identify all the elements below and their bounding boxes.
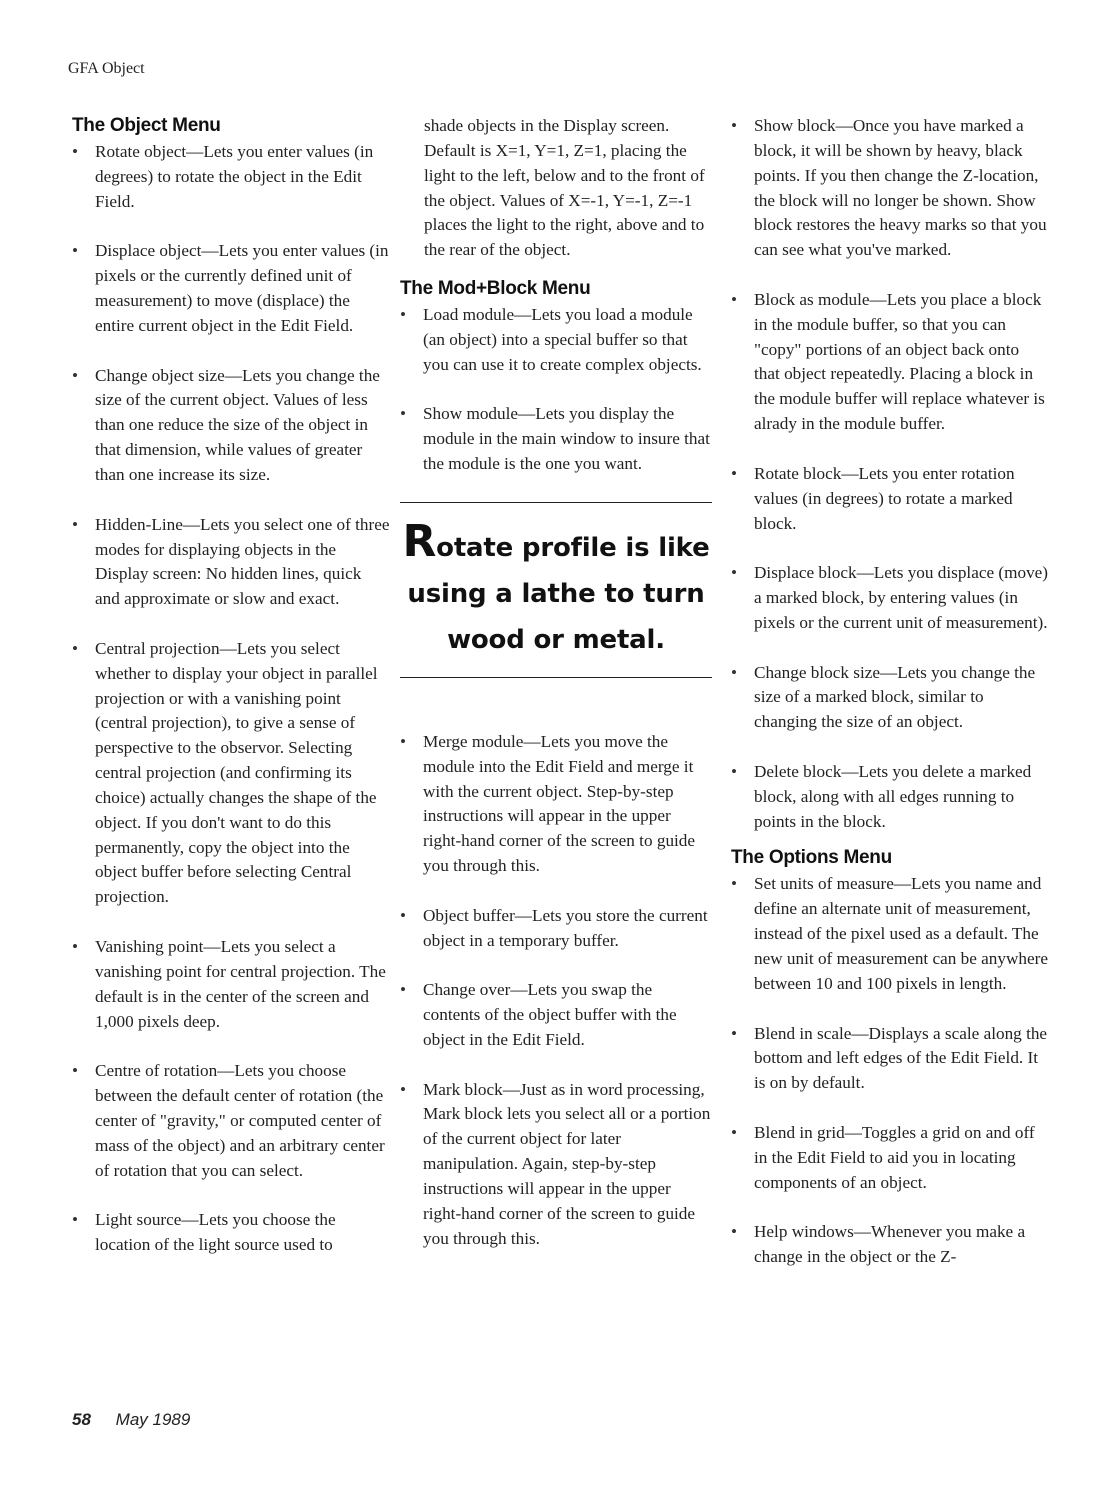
list-item: • Blend in grid—Toggles a grid on and off in the Edit Field to aid you in locating components of an object. (731, 1121, 1049, 1196)
page-footer (72, 1410, 190, 1430)
list-item: • Centre of rotation—Lets you choose between the default center of rotation (the center of "gravity," or computed center of mass of the object) and an arbitrary center of rotation that you can select. (72, 1059, 390, 1183)
options-menu-list (731, 872, 1049, 1270)
list-item: • Delete block—Lets you delete a marked block, along with all edges running to points in the block. (731, 760, 1049, 835)
list-item: • Central projection—Lets you select whether to display your object in parallel projection or with a vanishing point (central projection), to give a sense of perspective to the observor. Selecting central projection (and confirming its choice) actually changes the shape of the object. If you don't want to do this permanently, copy the object into the object buffer before selecting Central projection. (72, 637, 390, 910)
list-item: • Hidden-Line—Lets you select one of three modes for displaying objects in the Display screen: No hidden lines, quick and approximate or slow and exact. (72, 513, 390, 612)
section-heading-options-menu: The Options Menu (731, 847, 892, 869)
mod-block-menu-list (400, 303, 712, 477)
list-item: • Vanishing point—Lets you select a vanishing point for central projection. The default is in the center of the screen and 1,000 pixels deep. (72, 935, 390, 1034)
list-item: • Block as module—Lets you place a block in the module buffer, so that you can "copy" portions of an object back onto that object repeatedly. Placing a block in the module buffer will replace whatever is alrady in the module buffer. (731, 288, 1049, 437)
object-menu-list (72, 140, 390, 1258)
column-3 (731, 114, 1049, 1295)
list-item: • Mark block—Just as in word processing, Mark block lets you select all or a portion of the current object for later manipulation. Again, step-by-step instructions will appear in the upper right-hand corner of the screen to guide you through this. (400, 1078, 712, 1252)
page-number: 58 (72, 1410, 91, 1429)
section-heading-object-menu: The Object Menu (72, 115, 221, 136)
column-2 (400, 114, 712, 1276)
list-item: • Rotate object—Lets you enter values (in degrees) to rotate the object in the Edit Field. (72, 140, 390, 215)
column-1 (72, 114, 390, 1283)
section-heading-mod-block-menu: The Mod+Block Menu (400, 278, 591, 300)
list-item: • Displace block—Lets you displace (move) a marked block, by entering values (in pixels or the current unit of measurement). (731, 561, 1049, 636)
list-item: • Change object size—Lets you change the size of the current object. Values of less than one reduce the size of the object in that dimension, while values of greater than one increase its size. (72, 364, 390, 488)
list-item: • Rotate block—Lets you enter rotation values (in degrees) to rotate a marked block. (731, 462, 1049, 537)
list-item: • Help windows—Whenever you make a change in the object or the Z- (731, 1220, 1049, 1270)
list-item: • Displace object—Lets you enter values (in pixels or the currently defined unit of measurement) to move (displace) the entire current object in the Edit Field. (72, 239, 390, 338)
pull-quote (400, 502, 712, 678)
list-item: • Object buffer—Lets you store the current object in a temporary buffer. (400, 904, 712, 954)
list-item: • Set units of measure—Lets you name and define an alternate unit of measurement, instead of the pixel used as a default. The new unit of measurement can be anywhere between 10 and 100 pixels in length. (731, 872, 1049, 996)
pull-quote-text: otate profile is like using a lathe to turn wood or metal. (407, 532, 710, 655)
list-item: • Merge module—Lets you move the module into the Edit Field and merge it with the current object. Step-by-step instructions will appear in the upper right-hand corner of the screen to guide you through this. (400, 730, 712, 879)
running-head: GFA Object (68, 60, 145, 77)
list-item: • Change block size—Lets you change the size of a marked block, similar to changing the size of an object. (731, 661, 1049, 736)
list-item: • Light source—Lets you choose the location of the light source used to (72, 1208, 390, 1258)
continued-paragraph: shade objects in the Display screen. Default is X=1, Y=1, Z=1, placing the light to the left, below and to the front of the object. Values of X=-1, Y=-1, Z=-1 places the light to the right, above and to the rear of the object. (424, 116, 705, 260)
issue-date: May 1989 (115, 1410, 191, 1429)
list-item: • Change over—Lets you swap the contents of the object buffer with the object in the Edit Field. (400, 978, 712, 1053)
list-item: • Show module—Lets you display the module in the main window to insure that the module is the one you want. (400, 402, 712, 477)
list-item: • Load module—Lets you load a module (an object) into a special buffer so that you can use it to create complex objects. (400, 303, 712, 378)
pull-quote-dropcap: R (402, 515, 437, 567)
block-menu-list (731, 114, 1049, 834)
list-item: • Blend in scale—Displays a scale along the bottom and left edges of the Edit Field. It is on by default. (731, 1022, 1049, 1097)
list-item: • Show block—Once you have marked a block, it will be shown by heavy, black points. If you then change the Z-location, the block will no longer be shown. Show block restores the heavy marks so that you can see what you've marked. (731, 114, 1049, 263)
mod-block-menu-list-continued (400, 730, 712, 1252)
